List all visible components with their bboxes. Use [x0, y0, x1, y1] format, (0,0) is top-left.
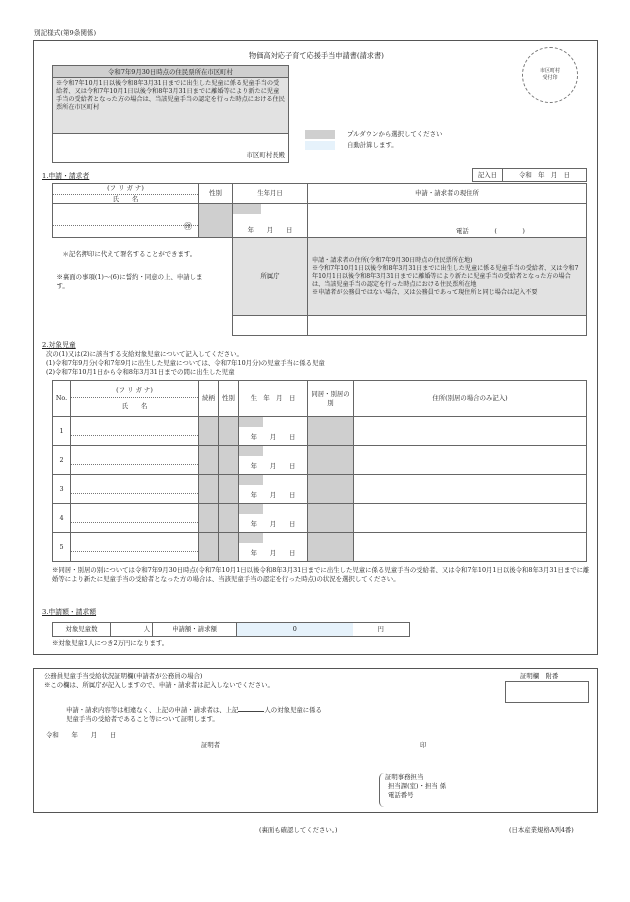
cert-note: ※この欄は、所属庁が記入しますので、申請・請求者は記入しないでください。: [44, 681, 274, 689]
child-era-select[interactable]: [239, 533, 263, 543]
child-no: 1: [53, 417, 71, 446]
child-row: [53, 417, 587, 446]
child-cohabitation-select[interactable]: [308, 446, 354, 475]
child-name-cell[interactable]: [71, 417, 199, 446]
child-no: 4: [53, 504, 71, 533]
col-address: 住所(別居の場合のみ記入): [354, 381, 587, 417]
mayor-label: 市区町村長殿: [246, 151, 285, 160]
count-unit[interactable]: 人: [111, 623, 153, 637]
gender-header: 性別: [199, 184, 233, 204]
col-gender: 性別: [219, 381, 239, 417]
name-header: 氏 名: [112, 194, 139, 203]
child-name-cell[interactable]: [71, 446, 199, 475]
applicant-name-cell[interactable]: [53, 204, 199, 238]
child-birth-cell[interactable]: [239, 446, 308, 475]
child-birth-cell[interactable]: [239, 417, 308, 446]
footer-back-note: (裏面も確認してください。): [259, 826, 338, 834]
legend-pulldown-swatch: [305, 130, 335, 139]
child-gender-select[interactable]: [219, 533, 239, 562]
child-cohabitation-select[interactable]: [308, 417, 354, 446]
oath-cell: [53, 238, 233, 316]
office-note-title: 申請・請求者の住所(令和7年9月30日時点の住民票所在地): [312, 256, 473, 264]
office-label: 所属庁: [233, 238, 308, 316]
cert-body-1b: 人の対象児童に係る: [264, 706, 322, 714]
child-birth-cell[interactable]: [239, 533, 308, 562]
child-birth-ymd: 年 月 日: [250, 549, 296, 558]
child-gender-select[interactable]: [219, 504, 239, 533]
children-table: [52, 380, 587, 562]
child-gender-select[interactable]: [219, 475, 239, 504]
section1-title: 1.申請・請求者: [42, 172, 90, 180]
child-address-cell[interactable]: [354, 417, 587, 446]
cert-office-block: [379, 773, 479, 807]
address-box-note[interactable]: ※令和7年10月1日以後令和8年3月31日までに出生した児童に係る児童手当の受給者、又は令和7年10月1日以後令和8年3月31日までに離婚等により新たに児童手当の受給者となった方の場合は、当該児童手当の認定を行った時点における住民票所在市区町村: [53, 78, 288, 134]
office-note-cell: [308, 238, 587, 316]
cert-body-3: 児童手当の受給者であること等について証明します。: [66, 715, 219, 723]
cert-date[interactable]: 令和 年 月 日: [46, 731, 117, 739]
stamp-line2: 受付印: [542, 74, 558, 81]
applicant-birth-cell[interactable]: [233, 204, 308, 238]
child-cohabitation-select[interactable]: [308, 475, 354, 504]
child-address-cell[interactable]: [354, 475, 587, 504]
child-era-select[interactable]: [239, 417, 263, 427]
child-name-cell[interactable]: [71, 533, 199, 562]
section2-intro-text: 次の(1)又は(2)に該当する支給対象児童について記入してください。: [46, 350, 243, 358]
child-gender-select[interactable]: [219, 446, 239, 475]
seal-mark: ㊞: [184, 222, 192, 232]
col-name: 氏 名: [121, 402, 148, 410]
form-reference: 別記様式(第9条関係): [34, 29, 97, 37]
cert-office-line2: 電話番号: [388, 790, 414, 799]
child-name-cell[interactable]: [71, 504, 199, 533]
address-box-header: 令和7年9月30日時点の住民票所在市区町村: [53, 66, 288, 78]
child-birth-ymd: 年 月 日: [250, 433, 296, 442]
birth-era-select[interactable]: [233, 204, 261, 214]
section2-item1: (1)令和7年9月分(令和7年9月に出生した児童については、令和7年10月分)の児童手当に係る児童: [46, 358, 325, 367]
legend-auto-swatch: [305, 141, 335, 150]
address-box: [52, 65, 289, 163]
applicant-gender-select[interactable]: [199, 204, 233, 238]
child-row: [53, 504, 587, 533]
col-name-cell: [71, 381, 199, 417]
child-birth-ymd: 年 月 日: [250, 520, 296, 529]
cert-body-1: [66, 706, 322, 715]
child-relation-select[interactable]: [199, 446, 219, 475]
entry-date-value[interactable]: 令和 年 月 日: [503, 169, 587, 182]
child-no: 3: [53, 475, 71, 504]
certification-frame: [33, 668, 598, 813]
name-header-cell: [53, 184, 199, 204]
child-relation-select[interactable]: [199, 504, 219, 533]
col-cohabitation: 同居・別居の別: [308, 381, 354, 417]
entry-date-table: [472, 168, 587, 182]
child-birth-ymd: 年 月 日: [250, 462, 296, 471]
child-era-select[interactable]: [239, 446, 263, 456]
child-cohabitation-select[interactable]: [308, 533, 354, 562]
child-era-select[interactable]: [239, 504, 263, 514]
cert-body-1a: 申請・請求内容等は相違なく、上記の申請・請求者は、上記: [66, 706, 239, 714]
sign-note: ＊記名押印に代えて署名することができます。: [62, 250, 197, 259]
child-cohabitation-select[interactable]: [308, 504, 354, 533]
section2-title: 2.対象児童: [42, 341, 76, 349]
child-relation-select[interactable]: [199, 475, 219, 504]
child-no: 5: [53, 533, 71, 562]
legend-pulldown-text: プルダウンから選択してください: [347, 130, 443, 138]
child-relation-select[interactable]: [199, 417, 219, 446]
amount-value: 0: [237, 623, 353, 637]
cert-office-line1: 担当課(室)・担当 係: [388, 781, 447, 790]
cert-number-label: 証明欄 附番: [520, 672, 559, 680]
count-label: 対象児童数: [53, 623, 111, 637]
furigana-header: (フ リ ガ ナ): [53, 184, 198, 195]
office-address-cell[interactable]: [308, 316, 587, 336]
child-row: [53, 475, 587, 504]
cert-title: 公務員児童手当受給状況証明欄(申請者が公務員の場合): [44, 672, 203, 680]
child-birth-cell[interactable]: [239, 475, 308, 504]
col-birth: 生 年 月 日: [239, 381, 308, 417]
legend-auto-text: 自動計算します。: [347, 141, 398, 149]
birth-header: 生年月日: [233, 184, 308, 204]
col-no: No.: [53, 381, 71, 417]
child-address-cell[interactable]: [354, 446, 587, 475]
application-frame: [33, 40, 598, 655]
oath-text: ※裏面の事項(1)～(6)に誓約・同意の上、申請します。: [56, 272, 203, 290]
section3-title: 3.申請額・請求額: [42, 608, 97, 616]
section2-intro: [46, 350, 325, 377]
office-note-1: ※令和7年10月1日以後令和8年3月31日までに出生した児童に係る児童手当の受給者、又は令和7年10月1日以後令和8年3月31日までに離婚等により新たに児童手当の受給者となった方の場合は、当該児童手当の認定を行った時点における住民票所在地: [312, 264, 579, 288]
cert-office-title: 証明事務担当: [385, 773, 424, 781]
form-title: 物価高対応子育て応援手当申請書(請求書): [249, 51, 384, 60]
child-relation-select[interactable]: [199, 533, 219, 562]
reception-stamp: [522, 47, 578, 103]
child-birth-ymd: 年 月 日: [250, 491, 296, 500]
section2-note: ※同居・別居の別については令和7年9月30日時点(令和7年10月1日以後令和8年3月31日までに出生した児童に係る児童手当の受給者、又は令和7年10月1日以後令和8年3月31日までに離婚等により新たに児童手当の受給者となった方の場合は、当該児童手当の認定を行った時点)の状況を選択してください。: [52, 566, 590, 584]
section3-note: ※対象児童1人につき2万円になります。: [52, 639, 169, 647]
child-address-cell[interactable]: [354, 533, 587, 562]
address-header: 申請・請求者の現住所: [308, 184, 587, 204]
cert-seal: 印: [420, 741, 427, 749]
cert-count-field[interactable]: [238, 711, 264, 712]
child-no: 2: [53, 446, 71, 475]
office-note-2: ※申請者が公務員ではない場合、又は公務員であって現住所と同じ場合は記入不要: [312, 288, 538, 296]
child-gender-select[interactable]: [219, 417, 239, 446]
applicant-address-cell[interactable]: [308, 204, 587, 238]
office-name-cell[interactable]: [233, 316, 308, 336]
child-address-cell[interactable]: [354, 504, 587, 533]
section2-item2: (2)令和7年10月1日から令和8年3月31日までの間に出生した児童: [46, 367, 235, 376]
child-birth-cell[interactable]: [239, 504, 308, 533]
child-era-select[interactable]: [239, 475, 263, 485]
footer-size-note: (日本産業規格A列4番): [509, 826, 574, 834]
col-furigana: (フ リ ガ ナ): [71, 386, 198, 398]
cert-number-box[interactable]: [505, 681, 589, 703]
birth-ymd: 年 月 日: [247, 225, 293, 234]
child-name-cell[interactable]: [71, 475, 199, 504]
amount-label: 申請額・請求額: [153, 623, 237, 637]
applicant-table: [52, 183, 587, 336]
stamp-line1: 市区町村: [539, 68, 560, 74]
child-row: [53, 533, 587, 562]
amount-table: [52, 622, 410, 637]
entry-date-label: 記入日: [473, 169, 503, 182]
phone-label: 電話 ( ): [456, 226, 525, 235]
col-relation: 続柄: [199, 381, 219, 417]
child-row: [53, 446, 587, 475]
certifier-label: 証明者: [201, 741, 221, 749]
amount-unit: 円: [353, 623, 410, 637]
